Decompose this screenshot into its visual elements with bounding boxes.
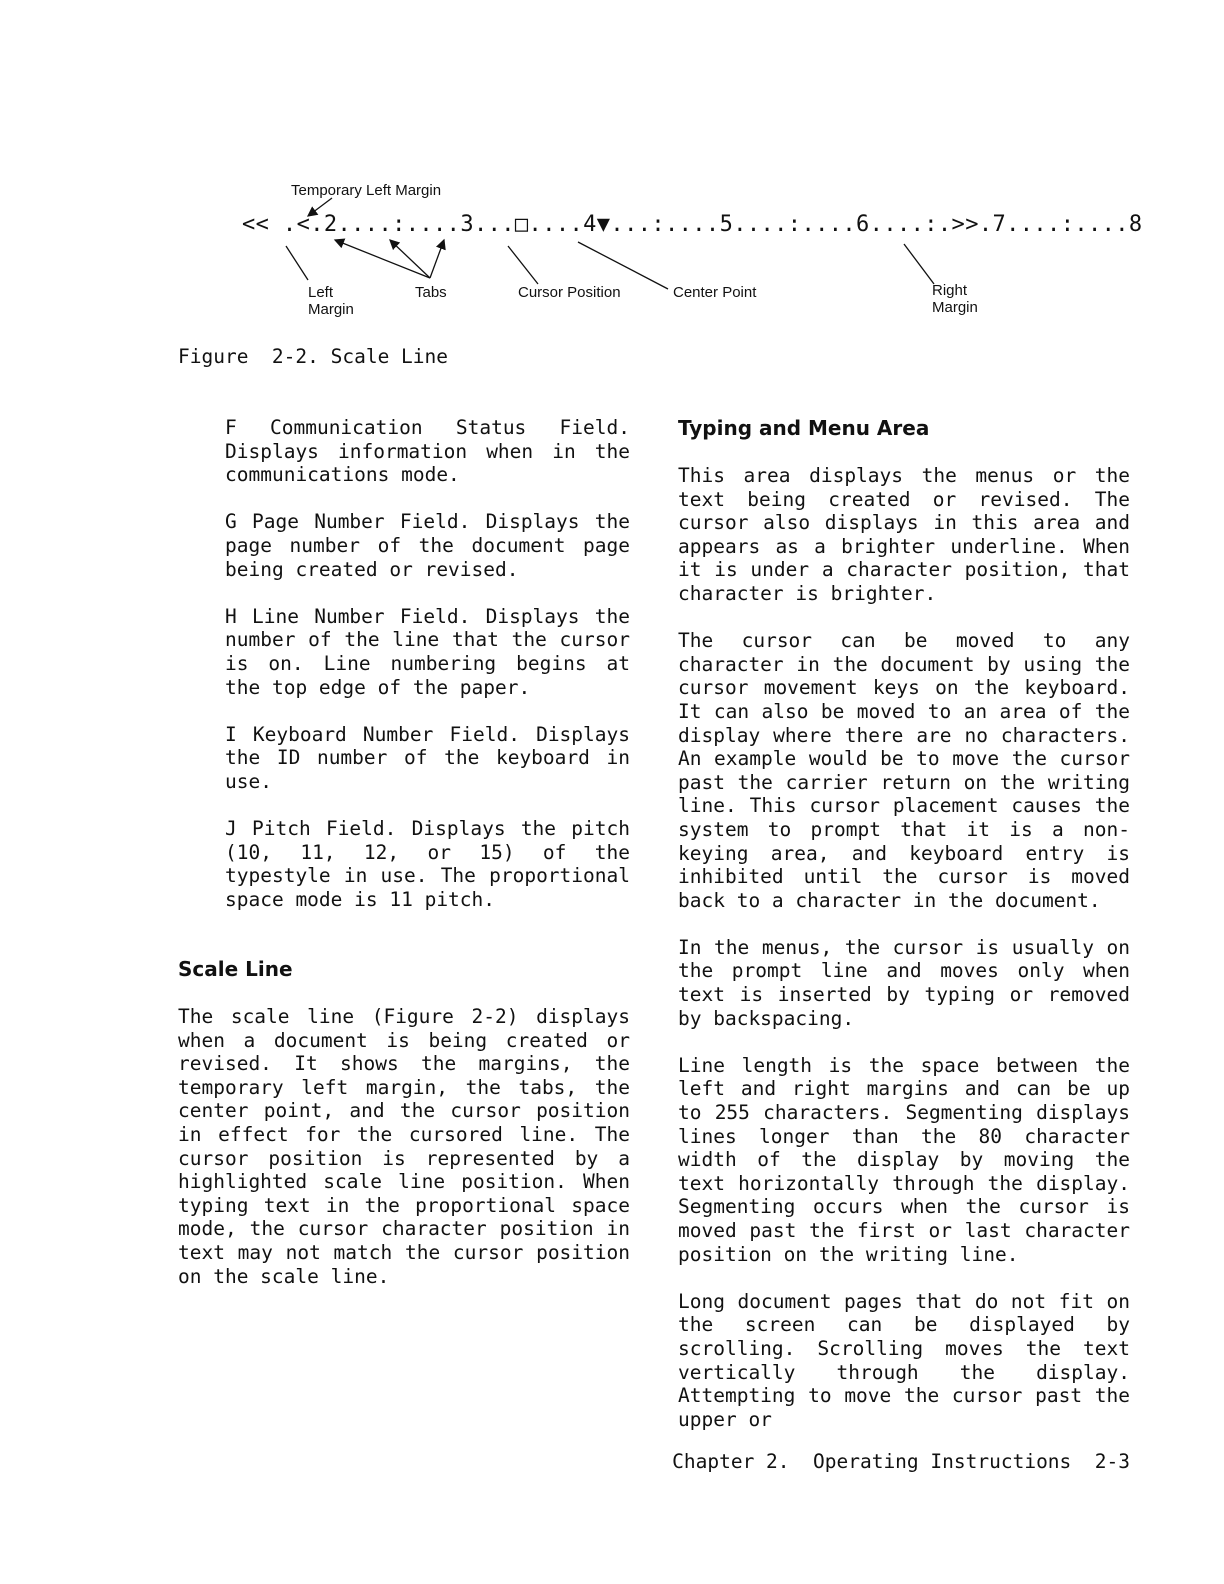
tab-arrow-1 bbox=[335, 240, 430, 278]
scale-line-paragraph: The scale line (Figure 2-2) displays when a document is being created or revised. It shows the margins, the temporary left margin, the tabs, the center point, and the cursor position in effect for the cursored line. The cursor position is represented by a highlighted scale line position. When typing text in the proportional space mode, the cursor character position in text may not match the cursor position on the scale line. bbox=[178, 1005, 630, 1288]
right-margin-label: Right Margin bbox=[932, 282, 978, 316]
left-column bbox=[178, 416, 630, 1312]
body-paragraph: Line length is the space between the left and right margins and can be up to 255 characters. Segmenting displays lines longer than the 80 character width of the display by moving the text horizontally through the display. Segmenting occurs when the cursor is moved past the first or last character position on the writing line. bbox=[678, 1053, 1130, 1266]
cursor-position-label: Cursor Position bbox=[518, 284, 621, 301]
section-heading-typing-menu-area: Typing and Menu Area bbox=[678, 416, 930, 440]
field-description-h: H Line Number Field. Displays the number of the line that the cursor is on. Line numbering begins at the top edge of the paper. bbox=[225, 604, 630, 699]
left-margin-arrow bbox=[286, 246, 308, 280]
page-footer: Chapter 2. Operating Instructions 2-3 bbox=[672, 1450, 1130, 1473]
field-description-f: F Communication Status Field. Displays information when in the communications mode. bbox=[225, 416, 630, 487]
field-description-j: J Pitch Field. Displays the pitch (10, 11, 12, or 15) of the typestyle in use. The proportional space mode is 11 pitch. bbox=[225, 817, 630, 911]
scale-line-illustration: << .<.2....:....3...□....4▼...:....5....:....6....:.>>.7....:....8 bbox=[242, 212, 1143, 237]
figure-caption: Figure 2-2. Scale Line bbox=[178, 345, 449, 368]
body-paragraph: This area displays the menus or the text being created or revised. The cursor also displays in this area and appears as a brighter underline. When it is under a character position, that character is brighter. bbox=[678, 464, 1130, 605]
left-margin-label: Left Margin bbox=[308, 284, 354, 318]
body-paragraph: The cursor can be moved to any character in the document by using the cursor movement keys on the keyboard. It can also be moved to an area of the display where there are no characters. An example would be to move the cursor past the carrier return on the writing line. This cursor placement causes the system to prompt that it is a non-keying area, and keyboard entry is inhibited until the cursor is moved back to a character in the document. bbox=[678, 629, 1130, 912]
right-column bbox=[678, 416, 1130, 1455]
cursor-position-arrow bbox=[508, 246, 538, 284]
tab-arrow-2 bbox=[390, 240, 430, 278]
temporary-left-margin-label: Temporary Left Margin bbox=[291, 182, 442, 199]
field-description-i: I Keyboard Number Field. Displays the ID number of the keyboard in use. bbox=[225, 722, 630, 793]
tabs-label: Tabs bbox=[415, 284, 447, 301]
body-paragraph: Long document pages that do not fit on the screen can be displayed by scrolling. Scrolling moves the text vertically through the display. Attempting to move the cursor past the upper or bbox=[678, 1289, 1130, 1431]
section-heading-scale-line: Scale Line bbox=[178, 957, 293, 982]
scale-line-figure bbox=[240, 176, 1143, 326]
tab-arrow-3 bbox=[430, 240, 444, 278]
right-margin-arrow bbox=[904, 244, 934, 284]
center-point-arrow bbox=[578, 242, 668, 289]
center-point-label: Center Point bbox=[673, 284, 757, 301]
temporary-left-margin-arrow bbox=[308, 198, 332, 216]
body-paragraph: In the menus, the cursor is usually on the prompt line and moves only when text is inserted by typing or removed by backspacing. bbox=[678, 935, 1130, 1030]
field-description-g: G Page Number Field. Displays the page number of the document page being created or revised. bbox=[225, 510, 630, 581]
